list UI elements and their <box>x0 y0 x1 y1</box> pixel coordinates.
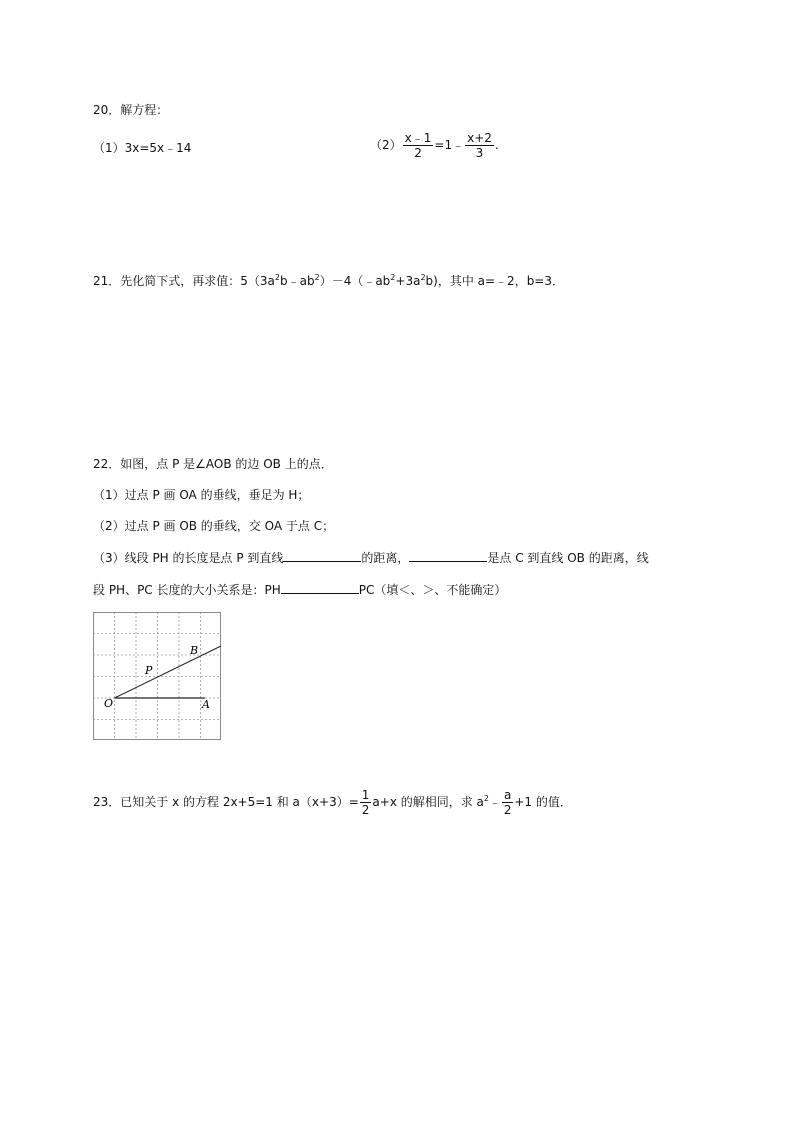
q20-fraction-1 <box>403 131 434 160</box>
q20-part1: （1）3x=5x﹣14 <box>93 141 192 155</box>
q20-fraction-1-numerator: x﹣1 <box>404 131 432 145</box>
q21-sup2: 2 <box>314 273 320 282</box>
answer-blank-1[interactable] <box>283 549 361 562</box>
q21-sup1: 2 <box>274 273 280 282</box>
label-p: P <box>145 664 153 677</box>
q23-seg1: 23．已知关于 x 的方程 2x+5=1 和 a（x+3）= <box>93 795 359 809</box>
answer-blank-3[interactable] <box>281 581 359 594</box>
q21-sup3: 2 <box>390 273 396 282</box>
label-o: O <box>104 697 114 710</box>
q23-sup1: 2 <box>483 794 489 803</box>
q22-part1: （1）过点 P 画 OA 的垂线，垂足为 H； <box>93 488 310 502</box>
q20-fraction-2-numerator: x+2 <box>467 131 492 145</box>
label-b: B <box>190 644 199 657</box>
q21-seg3: ）－4（﹣ab <box>319 274 391 288</box>
q20-title: 20．解方程： <box>93 103 169 117</box>
q23-fraction-2-denominator: 2 <box>503 803 512 817</box>
q21-seg1: 21．先化简下式，再求值：5（3a <box>93 274 275 288</box>
q23-fraction-1 <box>360 788 372 817</box>
q22-part4-b: PC（填＜、＞、不能确定） <box>358 583 507 597</box>
q21-text <box>93 270 564 289</box>
label-a: A <box>202 698 210 711</box>
q23-fraction-2-numerator: a <box>504 788 512 802</box>
q22-part3-a: （3）线段 PH 的长度是点 P 到直线 <box>93 551 284 565</box>
q23-fraction-2 <box>502 788 513 817</box>
ray-ob <box>115 646 222 698</box>
q20-fraction-1-denominator: 2 <box>414 146 422 160</box>
q21-seg2: b﹣ab <box>280 274 315 288</box>
q22-part4 <box>93 581 506 598</box>
q20-part2-end: . <box>494 138 499 152</box>
q22-part2: （2）过点 P 画 OB 的垂线，交 OA 于点 C； <box>93 519 335 533</box>
q22-part3 <box>93 549 649 566</box>
q23-seg4: +1 的值． <box>514 795 572 809</box>
q22-title: 22．如图，点 P 是∠AOB 的边 OB 上的点． <box>93 457 333 471</box>
q22-part4-a: 段 PH、PC 长度的大小关系是：PH <box>93 583 281 597</box>
q22-grid-figure <box>93 612 223 742</box>
q22-part3-b: 的距离， <box>361 551 410 565</box>
q23-seg2: a+x 的解相同，求 a <box>372 795 484 809</box>
q20-fraction-2 <box>465 131 494 160</box>
q20-part2-mid: =1﹣ <box>434 138 465 152</box>
q21-sup4: 2 <box>420 273 426 282</box>
q23-seg3: ﹣ <box>489 795 502 809</box>
q20-fraction-2-denominator: 3 <box>475 146 484 160</box>
q21-seg5: b)，其中 a=﹣2，b=3． <box>425 274 564 288</box>
answer-blank-2[interactable] <box>409 549 487 562</box>
q23-fraction-1-denominator: 2 <box>361 803 370 817</box>
q20-part2 <box>370 131 499 160</box>
q23-fraction-1-numerator: 1 <box>361 788 370 802</box>
q21-seg4: +3a <box>395 274 421 288</box>
q22-part3-c: 是点 C 到直线 OB 的距离，线 <box>487 551 649 565</box>
q20-part2-prefix: （2） <box>370 138 402 152</box>
q23-text <box>93 788 572 817</box>
